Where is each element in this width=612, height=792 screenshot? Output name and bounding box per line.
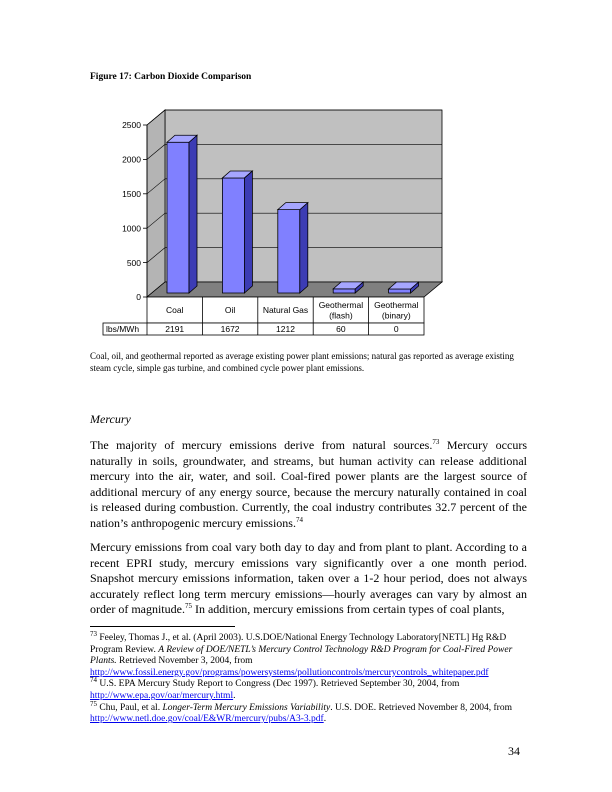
- footnote-text: .: [233, 690, 236, 701]
- figure-title: Figure 17: Carbon Dioxide Comparison: [90, 72, 252, 82]
- y-tick-label: 0: [136, 292, 141, 303]
- footnote-73: [90, 629, 527, 679]
- category-label: Coal: [165, 305, 184, 315]
- footnote-text: U.S. EPA Mercury Study Report to Congress (Dec 1997). Retrieved September 30, 2004, from: [97, 679, 460, 690]
- footnote-link[interactable]: http://www.epa.gov/oar/mercury.html: [90, 690, 234, 701]
- footnote-text: Chu, Paul, et al.: [97, 702, 163, 713]
- footnote-title: A Review of DOE/NETL’s Mercury Control Technology R&D Program for Coal-Fired Power Plants.: [90, 644, 513, 667]
- footnotes: [90, 629, 527, 726]
- category-label: Oil: [224, 305, 236, 315]
- bar-side: [300, 203, 308, 293]
- y-tick-label: 2000: [122, 154, 141, 165]
- footnote-text: .: [323, 714, 327, 725]
- footnote-ref-73[interactable]: 73: [432, 438, 440, 446]
- figure-caption: Coal, oil, and geothermal reported as average existing power plant emissions; natural gas reported as average existing steam cycle, simple gas turbine, and combined cycle power plant emissions.: [90, 351, 514, 373]
- y-tick-label: 2500: [122, 120, 141, 131]
- footnote-separator: [90, 626, 235, 627]
- table-value: 1212: [276, 324, 295, 334]
- footnote-74: [90, 676, 527, 702]
- chart-bar: [167, 135, 197, 293]
- footnote-text: Feeley, Thomas J., et al. (April 2003). U.S.DOE/National Energy Technology Laboratory[NETL] Hg R&D Program Review.: [90, 633, 507, 655]
- section-heading: Mercury: [90, 412, 131, 426]
- chart-data-table: [103, 297, 424, 335]
- category-label: Geothermal: [318, 299, 364, 310]
- table-value-row: [103, 323, 424, 335]
- paragraph-text: The majority of mercury emissions derive from natural sources.: [90, 438, 433, 452]
- footnote-text: . U.S. DOE. Retrieved November 8, 2004, from: [330, 702, 512, 713]
- paragraph-2: [90, 540, 527, 618]
- footnote-number: 73: [90, 629, 97, 638]
- footnote-title: Longer-Term Mercury Emissions Variability: [162, 702, 331, 713]
- chart-side-wall: [147, 110, 165, 297]
- page-number: 34: [508, 744, 520, 758]
- footnote-75: [90, 699, 527, 726]
- footnote-number: 74: [90, 676, 97, 685]
- category-label: Geothermal: [374, 299, 419, 310]
- y-tick-label: 500: [126, 257, 141, 268]
- footnote-number: 75: [90, 699, 97, 708]
- bar-front: [333, 289, 355, 293]
- footnote-text: Retrieved November 3, 2004, from: [116, 656, 253, 667]
- paragraph-text: In addition, mercury emissions from certain types of coal plants,: [191, 602, 505, 617]
- bar-front: [389, 289, 411, 293]
- chart-bar: [222, 171, 252, 293]
- bar-front: [278, 210, 300, 293]
- table-value: 60: [336, 324, 346, 334]
- bar-front: [222, 178, 244, 293]
- bar-front: [167, 142, 189, 293]
- bar-side: [189, 135, 197, 293]
- paragraph-1: [90, 438, 527, 532]
- footnote-ref-75[interactable]: 75: [184, 602, 192, 611]
- category-label: (binary): [381, 310, 411, 321]
- paragraph-text: Mercury emissions from coal vary both day to day and from plant to plant. According to a recent EPRI study, mercury emissions vary significantly over a one month period. Snapshot mercury emissions information, taken over a 1-2 hour period, does not always accurately reflect long term mercury emissions—hourly averages can vary by almost an order of magnitude.: [90, 540, 527, 617]
- category-label: Natural Gas: [262, 305, 309, 315]
- table-value: 1672: [220, 324, 240, 334]
- chart-y-axis: [122, 120, 147, 302]
- y-tick-label: 1500: [122, 189, 141, 199]
- footnote-link[interactable]: http://www.netl.doe.gov/coal/E&WR/mercury/pubs/A3-3.pdf: [90, 714, 324, 725]
- table-row-label: lbs/MWh: [106, 324, 140, 334]
- bar-side: [244, 171, 252, 293]
- table-value: 2191: [165, 324, 185, 334]
- footnote-ref-74[interactable]: 74: [295, 515, 303, 524]
- category-label: (flash): [329, 310, 353, 321]
- table-value: 0: [393, 324, 399, 334]
- co2-bar-chart: [0, 0, 612, 345]
- paragraph-text: Mercury occurs naturally in soils, groundwater, and streams, but human activity can release additional mercury into the air, water, and soil. Coal-fired power plants are the largest source of additional mercury of any energy source, because the mercury naturally contained in coal is released during combustion. Currently, the coal industry contributes 32.7 percent of the nation’s anthropogenic mercury emissions.: [90, 438, 527, 530]
- y-tick-label: 1000: [122, 223, 141, 234]
- chart-bar: [278, 203, 308, 293]
- footnote-link[interactable]: http://www.fossil.energy.gov/programs/powersystems/pollutioncontrols/mercurycontrols_whitepaper.pdf: [90, 667, 489, 678]
